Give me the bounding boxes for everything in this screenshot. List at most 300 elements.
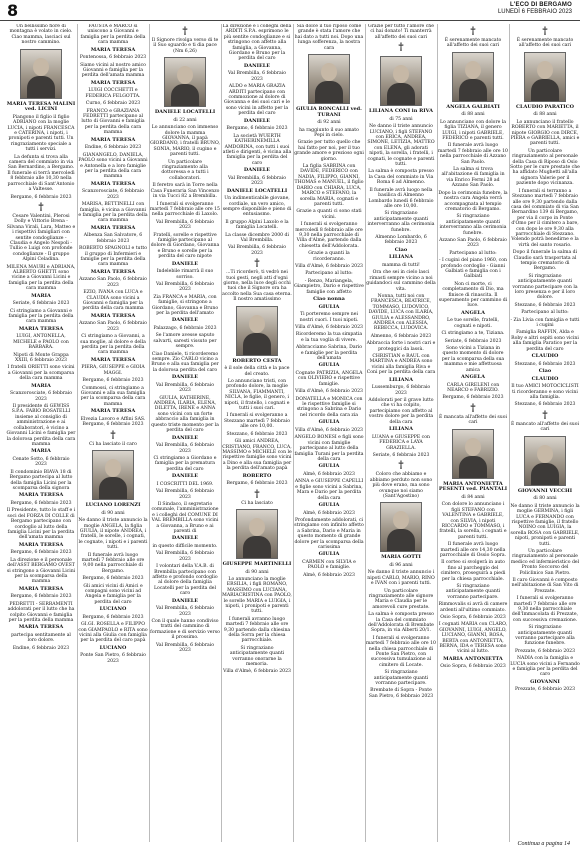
deceased-name: ANGELA xyxy=(461,309,485,316)
notice-text: Lo annunciano la moglie ERSILIA, i figli ROMANO, MASSIMO con LUCIANA, MARIACRISTINA con PAOLO, le sorelle MARIA e LUIGIA, i nipoti, i pronipoti e parenti tutti. xyxy=(222,576,292,615)
notice-text: Palazzago, 6 febbraio 2023 xyxy=(153,326,217,331)
notice-text: Un particolare ringraziamento alle signore Maria e Claudia per le amorevoli cure prestate. xyxy=(368,588,434,610)
obituary-column xyxy=(6,24,76,836)
publication-info xyxy=(498,2,572,16)
deceased-name: MARIA TERESA xyxy=(90,136,136,143)
cross-icon: † xyxy=(542,26,548,37)
cross-icon: † xyxy=(182,26,188,37)
deceased-name: LUCIANO LORENZI xyxy=(85,502,141,509)
notice-text: La direzione e il personale dell'ASST BERGAMO OVEST si stringono a Giovanni Licini per la scomparsa della mamma xyxy=(6,557,76,585)
notice-text: CHRISTIAN e RAUL con MARTINA e ANDREA sono vicini alla famiglia Riva e Coni per la perdita della cara xyxy=(366,354,436,376)
notice-text: Azzano San Paolo, 6 febbraio 2023 xyxy=(79,321,147,332)
deceased-name: MARIA TERESA xyxy=(18,624,64,631)
obituary-column xyxy=(78,24,148,836)
notice-text: Scanzorosciate, 6 febbraio 2023 xyxy=(9,391,73,402)
portrait-photo xyxy=(524,436,566,486)
notice-text: - Zia Livia con famiglia e tutti i cugini xyxy=(510,317,580,329)
notice-text: Prezzate, 6 febbraio 2023 xyxy=(514,687,576,693)
notice-text: Ci ha lasciato il caro xyxy=(89,441,137,447)
notice-text: Pontenossa, 6 febbraio 2023 xyxy=(79,55,147,61)
notice-text: Bergamo, 6 febbraio 2023 xyxy=(226,481,288,487)
notice-text: Un particolare ringraziamento alla dottoressa e a tutti i collaboratori. xyxy=(161,159,209,181)
deceased-name: MARIA xyxy=(31,292,51,299)
notice-text: Se l'amore avesse saputo salvarti, saresti vissuto per sempre. xyxy=(153,333,217,350)
deceased-name: LUCIANO xyxy=(99,606,127,613)
notice-text: Brembate di Sopra - Ponte San Pietro, 6 febbraio 2023 xyxy=(368,688,434,699)
notice-text: Ne danno il triste annuncio la moglie ANGELA, la figlia GIULIA, il nipote ANDREA, i fratelli, le sorelle, i cognati, le cognate, i nipoti e i parenti tutti. xyxy=(78,518,148,551)
deceased-name: GIULIA RONCALLI ved. TURANI xyxy=(296,106,362,118)
notice-text: Gli amici vicini di Amici e compagni sono vicini ad Angela e famiglia per la perdita del caro xyxy=(83,583,143,605)
notice-text: Ciao Daniele, ti ricorderemo sempre. Zio CARLO vicino a Bruno e alla sua famiglia per la dolorosa perdita del caro xyxy=(151,351,219,373)
notice-text: È mancato all'affetto dei suoi cari xyxy=(511,421,579,433)
notice-text: partecipa sentitamente al loro dolore. xyxy=(11,633,71,644)
cross-icon: † xyxy=(398,460,404,472)
portrait-photo xyxy=(452,429,494,479)
notice-text: Sia dolce il tuo riposo come grande è stata l'amore che hai dato a tutti noi. Dopo una lunga sofferenza, la nostra cara xyxy=(294,24,364,51)
notice-text: di 88 anni xyxy=(461,112,485,118)
deceased-name: MARIA TERESA xyxy=(90,268,136,275)
notice-text: Sono vicini a Tiziana in questo momento di dolore per la scomparsa della sua mamma e mie affettuosa amica xyxy=(441,346,505,373)
notice-text: Bergamo, 6 febbraio 2023 xyxy=(82,378,144,384)
notice-text: di 88 anni xyxy=(533,112,557,118)
notice-text: È serenamente mancato all'affetto dei suoi cari xyxy=(516,38,574,49)
notice-text: LUANA e GIUSEPPE con FEDERICA e LAYA GRAZIELLA. xyxy=(372,434,430,451)
notice-text: Villa d'Almè, 6 febbraio 2023 xyxy=(295,389,363,395)
deceased-name: LILIANA CONI in RIVA xyxy=(369,108,433,115)
deceased-name: GIULIA xyxy=(318,303,340,310)
cross-icon: † xyxy=(38,201,44,213)
notice-text: Abbraccia forte i nostri cari e proteggici da lassù. xyxy=(366,341,436,352)
deceased-name: MARIA GOTTI xyxy=(381,554,421,561)
deceased-name: LILIANA xyxy=(388,254,414,261)
notice-text: di 92 anni xyxy=(317,120,341,126)
notice-text: Un particolare ringraziamento al personale della Casa di Riposo di Osio Sotto per le cure prestate che ha affidato Mughetti all'alla signora Valerie per il paziente dopo vicinanza. xyxy=(510,148,580,187)
notice-text: È mancata all'affetto dei suoi cari xyxy=(439,414,507,426)
notice-text: CARLA GIRELENI con NEARCO e FABRIZIO. xyxy=(446,382,500,394)
notice-text: La salma si trova all'abitazione di famiglia in via Enrico Fermi 28 ad Azzano San Paolo. xyxy=(441,167,505,189)
notice-text: Commossi, ci stringiamo a Giovanni e alla sua famiglia per la scomparsa della cara mamma xyxy=(80,385,146,407)
deceased-name: Ciao xyxy=(394,246,408,253)
deceased-name: DANIELE xyxy=(171,597,199,604)
deceased-name: ROBERTO xyxy=(242,472,272,479)
notice-text: Bergamo, 6 febbraio 2023 xyxy=(10,594,72,600)
notice-text: Il feretro sarà in Torre nella Casa Funeraria San Vincenzo in via Tucci 82 a Brembilla. xyxy=(150,183,220,200)
notice-text: Nipoti di Monte Grappa XXIII, 6 febbraio 2023 xyxy=(13,352,69,364)
portrait-photo xyxy=(380,56,422,106)
notice-text: Ne danno il triste annuncio LUCIANO, i figli STEFANO con ERICA, ANDREA, SIMONE, LETIZIA, MATTEO con ELENA, gli adorati nipoti, la sorella, i fratelli, i cognati, le cognate e parenti tutti. xyxy=(367,124,435,168)
deceased-name: MARIA TERESA xyxy=(18,541,64,548)
notice-text: Azzano San Paolo, 6 febbraio 2023 xyxy=(79,277,147,288)
notice-text: Val Brembilla, 6 febbraio 2023 xyxy=(155,382,215,394)
deceased-name: MARIA TERESA xyxy=(90,408,136,415)
notice-text: Lo annunciano con dolore la figlia TIZIANA, il genero LUIGI, i nipoti GABRIELE, FEDERICO e parenti tutti. xyxy=(439,119,507,142)
notice-text: Val Brembilla, 6 febbraio 2023 xyxy=(227,71,287,82)
cross-icon: † xyxy=(470,402,476,414)
notice-text: Nonna, tutti noi con FRANCESCA, BEATRICE, TOMMASO, LUDOVICO, DAVIDE, LUCA con ILARIA, GIULIA e ALESSANDRO, ANDREA con ALESSIA, REBECCA, LUDOVICA. xyxy=(368,293,434,332)
notice-text: Con dolore lo annunciano i figli STEFANO con VALENTINA e GABRIELE, con SILVIA, i nipoti RICCARDO e TOMMASO, i fratelli, la sorella, i cognati e parenti tutti. xyxy=(439,502,507,540)
notice-text: Val Brembilla, 6 febbraio 2023 xyxy=(155,281,215,293)
deceased-name: DANIELE xyxy=(171,473,199,480)
obituary-column xyxy=(150,24,220,836)
notice-text: I funerali si svolgeranno martedì 7 febbraio alle ore 10 nella chiesa parrocchiale di Ponte San Pietro, con successiva tumulazione al cimitero di Locate. xyxy=(366,635,436,668)
notice-text: è il sole della città e la pace del creato. xyxy=(224,366,290,377)
notice-text: Il corteo si svolgerà in auto fino al parcheggio del cimitero, proseguirà a piedi per la chiesa parrocchiale. xyxy=(440,560,506,582)
notice-text: Osio Sopra, 6 febbraio 2023 xyxy=(440,615,506,620)
notice-text: Almè, 6 febbraio 2023 xyxy=(303,510,355,516)
deceased-name: MARIA TERESA xyxy=(90,79,136,86)
notice-text: Il funerale avrà luogo martedì 7 febbraio alle ore 10 nella parrocchiale di Azzano San Paolo. xyxy=(438,143,508,165)
notice-text: Lussemburgo, 6 febbraio 2023 xyxy=(371,385,431,396)
notice-text: FAUSTA e MARCO si uniscono a Giovanni e famiglia per la perdita della cara mamma xyxy=(80,24,146,46)
deceased-name: ROBERTO CESTA xyxy=(232,357,282,364)
deceased-name: MARIA TERESA xyxy=(18,325,64,332)
notice-text: I funerali si svolgeranno a Stezzano martedì 7 febbraio alle ore 10,00. xyxy=(223,413,291,430)
notice-text: Le tue sorelle, fratelli, cognati e nipoti. xyxy=(447,318,499,329)
notice-text: Un particolare ringraziamento al personale medico ed infermieristico del Pronto Soccorso del Policlinico San Pietro. xyxy=(510,548,580,576)
deceased-name: GIULIA xyxy=(318,419,340,426)
notice-text: Il Presidente, tutto lo staff e i soci del FORZA DI COLLE di Bergamo partecipano con cordoglio al lutto della famiglia Licini per la perdita dell'amata mamma xyxy=(6,508,76,541)
column-divider xyxy=(149,24,150,842)
notice-text: È serenamente mancato all'affetto dei suoi cari xyxy=(444,38,502,49)
deceased-name: Ciao xyxy=(538,368,552,375)
notice-text: Cesare Valentini, Plerosi Dolly e Vittorio Brena - Silvana Virali, Lara, Matteo e i rispettivi famigliari con sentite condoglianze - Claudia e Angelo Nespoli - Tullio e Luigi con profonde condoglianze - Il gruppo Alpini Celadina. xyxy=(6,213,76,263)
column-divider xyxy=(77,24,78,842)
notice-text: MILENA MAURI e ADRIANA, ALBERTO GHETTI sono vicine a Giovanni Licini e famiglia per la perdita della cara mamma xyxy=(6,264,76,292)
notice-text: Stezzano, 6 febbraio 2023 xyxy=(514,302,576,308)
notice-text: Famiglia RAFFIN, Alda e Roby e altri ospiti sono vicini alla famiglia Paratico per la perdita del caro xyxy=(511,330,579,352)
notice-text: Bergamo, 6 febbraio 2023 xyxy=(10,194,72,200)
notice-text: Fratelli, sorelle e rispettive famiglie partecipano al dolore di Giordano, Giovanna e Bruno e sorelle per la perdita del caro nipote xyxy=(150,232,220,260)
deceased-name: DANIELE xyxy=(171,434,199,441)
deceased-name: MARIA TERESA xyxy=(90,224,136,231)
notice-text: Seriate, 6 febbraio 2023 xyxy=(12,301,70,307)
deceased-name: CLAUDIO PARATICO xyxy=(516,103,574,110)
cross-icon: † xyxy=(254,488,260,500)
notice-text: La salma è composta presso la Casa del commiato in Via Roma 6 ad Almenno. xyxy=(368,169,434,186)
notice-text: ALDO e MARIA GRAZIA ARDITI partecipano con commozione al dolore di Giovanna e dei suoi cari e le sono vicini in affetto per la perdita del caro xyxy=(224,84,290,117)
portrait-photo xyxy=(380,502,422,552)
column-divider xyxy=(365,24,366,842)
notice-text: Villa d'Almè, 6 febbraio 2023 xyxy=(223,669,291,675)
deceased-name: GIOVANNI VECCHI xyxy=(517,487,573,494)
notice-text: ...Ti ricorderò, ti vedrò nei tuoi gesti, negli atti d'ogni giorno, nella luce degli occhi tuoi che il Signore ora ha accolto nella Sua casa eterna. Il nostro amatissimo xyxy=(222,270,292,303)
notice-text: Ora che sei in cielo lasci rimasti sempre vicino a noi guidandoci sul cammino della vita. xyxy=(366,270,436,292)
notice-text: Il tuo AMICI MOTOCICLISTI ti ricorderanno e sono vicini alla famiglia. xyxy=(511,384,579,401)
notice-text: Indelebile rimarrà il suo sorriso. xyxy=(156,269,214,280)
notice-text: Ci ha lasciato xyxy=(241,500,273,506)
portrait-photo xyxy=(164,57,206,107)
notice-text: LUIGI COCCHETTI e FEDERICA FELGOTTA. xyxy=(85,88,141,99)
notice-text: Elvezia Lavoro e Affini SAS. Bergamo, 6 febbraio 2023 xyxy=(80,416,146,428)
notice-text: Cognate PATRIZIA, ANGELA con OLIVIERO e rispettive famiglie. xyxy=(295,371,363,387)
notice-text: La defunta si trova alla camera del commiato in via San Bernardino, a Bergamo. Il funerale si terrà mercoledì 8 febbraio alle 10,30 nella parrocchiale di Sant'Antonio a Valtesse. xyxy=(7,154,75,193)
notice-text: di 80 anni xyxy=(533,496,557,502)
deceased-name: GIULIA xyxy=(318,463,340,470)
notice-text: La società WUERTH KATHERINEMILLA AMDORINA, con tutti i suoi atleti e dirigenti, è vicina alla famiglia per la perdita del caro xyxy=(222,133,292,166)
notice-text: La direzione e i colleghi della ARDITI S.P.A. esprimono le più sentite condoglianze e si stringono con affetto alla famiglia, a Giovanna, Giordano e Bruno per la perdita del caro xyxy=(222,24,292,62)
column-divider xyxy=(221,24,222,842)
cross-icon: † xyxy=(110,429,116,441)
deceased-name: DANIELE xyxy=(243,117,271,124)
notice-text: Ci stringiamo a te, Tiziana. xyxy=(441,331,505,337)
deceased-name: DANIELE xyxy=(243,62,271,69)
notice-text: Bergamo, 6 febbraio 2023 xyxy=(10,550,72,556)
notice-text: Si ringraziano anticipatamente quanti interverranno alla cerimonia funebre. xyxy=(439,214,507,236)
notice-text: Si ringraziano anticipatamente quanti vorranno partecipare. xyxy=(445,583,501,600)
notice-text: NADIA con la famiglia e LUCIA sono vicini a Fernando e famiglia per la perdita del caro xyxy=(510,656,580,678)
deceased-name: DANIELE xyxy=(243,167,271,174)
deceased-name: DANIELE xyxy=(171,535,199,542)
notice-text: Profondamente addolorati, ci stringiamo con infinito affetto a Sabrina, Dario e Maria in questo momento di grande dolore per la scomparsa della carissima xyxy=(294,517,364,550)
notice-text: Cenate Sotto, 6 febbraio 2023 xyxy=(12,456,70,468)
deceased-name: Ciao nonna xyxy=(313,296,345,302)
notice-text: Si ringraziano anticipatamente quanti vorranno onorarne la memoria. xyxy=(229,645,285,668)
notice-text: Il caro Giovanni è composto nell'abitazione di San Vito di Prezzate. xyxy=(511,577,579,594)
notice-text: Seriate, 6 febbraio 2023 xyxy=(372,452,430,458)
notice-text: Ci stringiamo a Giordano e famiglia per la prematura perdita del caro xyxy=(153,455,217,472)
notice-text: ANGELO BONESI e figli sono vicini con famiglie partecipano al lutto della famiglia Turani per la perdita della cara xyxy=(294,435,364,462)
portrait-photo xyxy=(236,306,278,356)
notice-text: Il funerale avrà luogo martedì 7 febbraio alle ore 9,00 nella parrocchiale di Bergamo. xyxy=(81,552,145,574)
deceased-name: MARIA xyxy=(31,448,51,455)
notice-text: Abbracciamo Sabrina, Dario e famiglie per la perdita dell'amata xyxy=(295,345,363,362)
notice-text: ROBERTO SPAGNOLI e tutto il gruppo di Infermieri e famiglie per la perdita della cara mamma xyxy=(79,246,147,268)
obituary-column xyxy=(438,24,508,836)
notice-text: Zia FRANCA e MARIA, con famiglie, si stringono a Giordano, Giovanna e Bruno per la perdita dell'amato xyxy=(151,294,219,316)
notice-text: Il funerale avrà luogo martedì alle ore 14,30 nella parrocchiale di Ossio Sopra. xyxy=(439,542,507,558)
notice-text: I COSCRITTI DEL 1969. xyxy=(156,481,214,487)
notice-text: Si ringraziano anticipatamente quanti interverranno alla cerimonia funebre. xyxy=(367,211,435,233)
deceased-name: DANIELE xyxy=(171,317,199,324)
notice-text: Lo annunciano il fratello ROBERTO con MARIETTA, il nipote GIORGIO con DIRCE, PIERA e GABRIELLA, amici e parenti tutti. xyxy=(510,119,580,147)
notice-text: GIULIA, KATHERINE, ANDREA, ILARIA, ELENA, DILETTA, IRENE e ANNA sono vicini con un forte abbraccio alla famiglia in questo triste momento per la perdita del caro xyxy=(151,395,219,434)
notice-text: Bergamo, 6 febbraio 2023 xyxy=(226,126,288,132)
notice-text: Gli amici ANDREA, CRISTIANO, FRANCO, LUCA, MASSIMO e MICHELE con le rispettive famiglie sono vicini a Dino e alla sua famiglia per la perdita dell'amato papà xyxy=(222,439,292,472)
notice-text: Val Brembilla, 6 febbraio 2023 xyxy=(227,175,287,187)
notice-text: Partecipano al lutto: xyxy=(449,250,497,256)
deceased-name: MARIA TERESA xyxy=(90,180,136,187)
portrait-photo xyxy=(20,49,62,99)
obituary-column xyxy=(510,24,580,836)
notice-text: FRANCO e GRAZIANA FEDRETTI partecipano al lutto di Giovanni e famiglia per la perdita della cara mamma xyxy=(81,108,145,136)
notice-text: Villa d'Almè, 6 febbraio 2023 xyxy=(295,427,363,433)
column-divider xyxy=(437,24,438,842)
notice-text: Stezzano, 6 febbraio 2023 xyxy=(514,361,576,367)
page-header xyxy=(0,0,580,21)
notice-text: - Renzo, Mariangela, Giampietro, Dario e rispettive famiglie con affetto xyxy=(294,278,364,295)
notice-text: LUIGI, ANTONELLA, MICHELE e PAOLO con BARBARA. xyxy=(13,334,69,351)
cross-icon: † xyxy=(398,42,404,54)
notice-text: Ponte San Pietro, 6 febbraio 2023 xyxy=(80,653,146,664)
notice-text: CARMEN con SILVIA e PAOLO e famiglie. xyxy=(302,559,356,571)
notice-text: di 84 anni xyxy=(461,494,485,500)
notice-text: Almè, 6 febbraio 2023 xyxy=(303,572,355,578)
notice-text: Almenno, 6 febbraio 2023 xyxy=(370,333,432,339)
deceased-name: MARIA ANTONIETTA PESENTI ved. PIANTALI xyxy=(438,480,508,493)
portrait-photo xyxy=(524,52,566,102)
notice-text: ANNA e GIUSEPPE CAPELLI e figlie sono vicini a Sabrina, Mara e Dario per la perdita della cara xyxy=(294,479,364,501)
deceased-name: GIUSEPPE MARTINELLI xyxy=(222,560,292,567)
deceased-name: MARIA TERESA xyxy=(90,46,136,53)
notice-text: Azzano San Paolo, 6 febbraio 2023 xyxy=(439,237,507,249)
notice-text: I fratelli ORIETTI sono vicini a Giovanni per la scomparsa della cara mamma xyxy=(7,365,75,382)
notice-text: GIANANGELO, DANIELA, PAOLO sono vicini a Giovanni e Antonella e a loro famiglie per la perdita della cara mamma xyxy=(78,152,148,180)
notice-text: Endine, 6 febbraio 2023 xyxy=(84,145,142,151)
deceased-name: MARIA TERESA xyxy=(90,356,136,363)
notice-text: EZIO, IVANA con LUCA e CLAUDIA sono vicini a Giovanni e famiglia per la perdita della cara mamma xyxy=(82,290,144,312)
notice-text: di 22 anni xyxy=(173,117,197,123)
deceased-name: MARIA TERESA xyxy=(18,585,64,592)
portrait-photo xyxy=(92,450,134,500)
notice-text: - I cugini del piano 1960, con profondo cordoglio - Gianni Galbiati e famiglia con i Galbiati xyxy=(439,258,507,280)
obituary-column xyxy=(294,24,364,836)
notice-text: Rimmovalis si avrà di camere ardenti all'ultimo commiato. xyxy=(438,602,508,613)
notice-text: Villa d'Almè, 6 febbraio 2023 xyxy=(295,263,363,269)
deceased-name: LUCIANO xyxy=(99,644,127,651)
notice-text: ha raggiunto il suo amato Pepi in cielo. xyxy=(299,127,359,139)
continue-note: Continua a pagina 14 xyxy=(517,841,570,847)
notice-text: Addolorati per il grave lutto che vi ha colpito, partecipiamo con affetto al vostro dolore per la perdita della cara xyxy=(368,398,434,425)
notice-text: Bergamo, 6 febbraio 2023 xyxy=(82,614,144,620)
notice-text: Un bellissimo fiore di montagna è volato in cielo. Ciao mamma, lasciaci sul nostro cammino. xyxy=(9,24,73,46)
notice-text: Stezzano, 6 febbraio 2023 xyxy=(514,402,576,408)
notice-text: Scanzorosciate, 6 febbraio 2023 xyxy=(81,189,145,200)
notice-text: La figlia SABRINA con DAVIDE, FEDERICO con NADIA, FILIPPO, GIANNI, THOMAS e MANUEL, il figlio DARIO con CHIARA, LUCA, MARCO e STEFANO, la sorella MARIA, cognati e parenti tutti. xyxy=(294,164,364,207)
deceased-name: MARIA TERESA xyxy=(90,312,136,319)
deceased-name: MARIA ANTONIETTA xyxy=(443,655,503,662)
notice-text: mamma di tutti! xyxy=(382,262,420,268)
notice-text: DONATELLA e MONICA con le rispettive famiglie si stringono a Sabrina e Dario nel ricordo della cara zia xyxy=(295,396,363,418)
notice-text: Almè, 6 febbraio 2023 xyxy=(303,471,355,477)
notice-text: Bergamo, 6 febbraio 2023 xyxy=(82,576,144,582)
portrait-photo xyxy=(452,52,494,102)
deceased-name: ANGELA GALBIATI xyxy=(446,103,500,110)
deceased-name: GIULIA xyxy=(318,551,340,558)
notice-text: Val Brembilla, 6 febbraio 2023 xyxy=(155,551,215,562)
notice-text: Siamo vicini al nostro amico Giovanni e famiglia per la perdita dell'amata mamma xyxy=(80,62,146,79)
deceased-name: CLAUDIO xyxy=(531,375,559,382)
portrait-photo xyxy=(308,54,350,104)
notice-text: Ci stringiamo a Giovanni, a sua moglie, al dolore e della perdita per la perdita della cara mamma xyxy=(80,334,146,356)
issue-date: LUNEDÌ 6 FEBBRAIO 2023 xyxy=(497,9,572,15)
notice-text: PEDRETTI - SERRAMENTI addolorati per il lutto che ha colpito Giovanni e famiglia per la perdita della mamma xyxy=(7,601,75,624)
notice-text: Ci stringiamo a Giovanni e famiglia per la perdita della cara mamma xyxy=(8,308,74,325)
cross-icon: † xyxy=(254,258,260,270)
notice-text: La classe dicembre 2000 di Val Brembilla. xyxy=(225,232,289,243)
notice-text: Si ringraziano anticipatamente quanti vorranno partecipare alla funzione funebre. xyxy=(515,625,575,647)
deceased-name: MARIA TERESA MALINI ved. LICINI xyxy=(6,100,76,113)
notice-text: Val Brembilla, 6 febbraio 2023 xyxy=(155,642,215,654)
cross-icon: † xyxy=(542,409,548,421)
notice-text: Il Sindaco, il segretario comunale, l'amministrazione e i colleghi del COMUNE DI VAL BREMBILLA sono vicini a Giovanna, a Bruno e ai parenti di xyxy=(151,501,219,534)
deceased-name: GIOVANNI xyxy=(530,678,560,685)
notice-text: I funerali si svolgeranno mercoledì 8 febbraio alle ore 9,30 nella parrocchiale di Villa d'Almè, partendo dalla chiesetta dell'Addolorata. xyxy=(295,222,363,249)
notice-text: PIERA, GIUSEPPE e GIOIA MAGGI. xyxy=(81,365,145,376)
notice-text: Osio Sopra, 6 febbraio 2023 xyxy=(440,664,506,670)
notice-text: Lo annunciano tristi, con profondo dolore, la moglie SILVANA, FIAMMANTI, NICLA, le figlie, il genero, i nipoti, il fratello, i cognati e tutti i suoi cari. xyxy=(224,379,290,412)
notice-text: I cognati MARIA con CLARO, GIOVANNI, LUIGI, ANGELO, LUCIANO, GIANNI, ROSA, BERTA con ANTONIETTA, BERNA, IDA e TERESA sono vicini al lutto. xyxy=(438,622,508,655)
deceased-name: DANIELE LOCATELLI xyxy=(226,187,288,194)
deceased-name: DANIELE xyxy=(171,374,199,381)
deceased-name: CLAUDIO xyxy=(531,353,559,360)
deceased-name: LILIANA xyxy=(388,426,414,433)
notice-text: Almenno Lombardo, 6 febbraio 2023 xyxy=(375,234,427,246)
notice-text: in questo difficile momento. xyxy=(152,543,218,549)
notice-text: Partecipano al lutto: xyxy=(521,310,569,316)
notice-text: Val Brembilla, 6 febbraio 2023 xyxy=(155,489,215,500)
obituary-column xyxy=(366,24,436,836)
notice-text: Piangono il figlio il figlio ADRIANO con la moglie LUCIA, i nipoti FRANCESCA e CATERINA, i nipoti, i pronipoti e parenti tutti. Un ringraziamento speciale a tutti i servizi. xyxy=(7,114,75,153)
notice-text: Villa d'Almè, 6 febbraio 2023 xyxy=(295,325,363,330)
deceased-name: GIULIA xyxy=(318,362,340,369)
notice-text: La salma è composta presso la Casa del commiato dell'Addolorata di Brembate Sopra, in via Alberti 20/1. xyxy=(368,612,434,634)
notice-text: I funerali si terranno a Stezzano martedì 7 febbraio alle ore 9,30 partendo dalla casa del commiato di via San Bernardino 139 di Bergamo, per via il corpo in Ponte d'Omo per il cimitero a bare, con dopo le ore 9,30 alla parrocchiale di Stezzano. Volendo potrà benedirne e la virtù del santo rosario. xyxy=(511,188,579,248)
notice-text: Il Signore rivolga verso di te il Suo sguardo e ti dia pace (Nm 6,26) xyxy=(151,38,219,54)
notice-text: Val Brembilla, 6 febbraio 2023 xyxy=(155,219,215,231)
portrait-photo xyxy=(236,509,278,559)
notice-text: Partecipano al lutto: xyxy=(305,271,353,277)
notice-text: Ricorderemo la tua simpatia e la tua voglia di vivere. xyxy=(295,332,363,343)
notice-text: Un indimenticabile giovane, cordiale, un vero amico, sempre disponibile e pieno di entusiasmo. xyxy=(222,196,292,218)
page-number: 8 xyxy=(7,1,19,20)
notice-text: I funerali avranno luogo martedì 7 febbraio alle ore 9,30 partendo dalla chiesina della Sorra per la chiesa parrocchiale. xyxy=(223,616,291,644)
notice-text: Dopo il funerale la salma di Claudio sarà trasportata al tempio crematorio di Bergamo. xyxy=(512,250,578,272)
notice-text: Ti porteremo sempre nei nostri cuori. I tuoi nipoti. xyxy=(299,312,359,323)
notice-text: di 90 anni xyxy=(245,569,269,575)
notice-text: Grazie a quanti la ricorderanno. xyxy=(308,251,350,262)
notice-text: di 75 anni xyxy=(389,116,413,122)
column-divider xyxy=(509,24,510,842)
notice-text: Si ringraziano anticipatamente quanti vorranno partecipare. xyxy=(373,670,429,687)
notice-text: Endine, 6 febbraio 2023 xyxy=(12,645,70,651)
deceased-name: ANGELA xyxy=(461,374,485,381)
notice-text: GI.GI. ROSELLA e FILIPPO con GIAMPAOLO e RITA sono vicini alla Giulia con famiglia per la perdita del caro papà xyxy=(78,622,148,644)
notice-text: Dopo la cerimonia funebre, la nostra cara Angela verrà accompagnata al tempio crematorio di Bergamo. xyxy=(438,190,508,212)
notice-text: Con il quale hanno condiviso tratti del cammino di formazione e di servizio verso il prossimo. xyxy=(150,619,220,641)
notice-text: Ne danno il triste annuncio i nipoti CARLO, MARIO, RINO e IVAN con i parenti tutti. xyxy=(367,570,435,587)
notice-text: di 96 anni xyxy=(389,562,413,568)
cross-icon: † xyxy=(470,26,476,37)
notice-text: Il condominio BIAVA 18 di Bergamo partecipa al lutto della famiglia Licini per la scomparsa della signora xyxy=(9,469,73,491)
notice-text: MARISA, BETTINELLI con famiglia, è vicina a Giovanni e famiglia per la perdita della cara mamma xyxy=(78,202,148,224)
notice-text: Stezzano, 6 febbraio 2023 xyxy=(226,431,288,437)
deceased-name: GIULIA xyxy=(318,501,340,508)
notice-text: I funerali si svolgeranno martedì 7 febbraio alle ore 15 nella parrocchiale di Laxolo. xyxy=(150,201,220,218)
notice-text: Lo annunciano con immenso dolore la mamma GIOVANNA, il papà GIORDANO, i fratelli BRUNO, SONIA, MARIO, il cugino e parenti tutti. xyxy=(150,125,220,158)
notice-text: Curno, 6 febbraio 2023 xyxy=(85,101,141,107)
column-divider xyxy=(293,24,294,842)
newspaper-name: L'ECO DI BERGAMO xyxy=(510,2,572,8)
notice-text: Grazie a quanti ci sono stati vicini. xyxy=(296,209,362,220)
deceased-name: MARIA TERESA xyxy=(18,492,64,499)
notice-text: Non ci morte, ci completamento di Dio, ma finisce di rinascita. Il superamento per cammino di luce. xyxy=(438,281,508,309)
notice-text: I volontari della V.A.B. di Brembilla partecipano con affetto e profondo cordoglio al dolore della famiglia Locatelli per la perdita del caro xyxy=(152,564,218,597)
notice-text: Il gruppo Alpini Laxolo e la famiglia Locatelli. xyxy=(225,219,289,231)
deceased-name: LILIANA xyxy=(388,376,414,383)
notice-text: di 90 anni xyxy=(101,510,125,516)
notice-text: Il funerale avrà luogo nella basilica di Almenno Lombardo lunedì 6 febbraio alle ore 10,00. xyxy=(368,187,434,209)
notice-text: Prezzate, 6 febbraio 2023 xyxy=(514,648,576,654)
obituary-column xyxy=(222,24,292,836)
notice-text: Seriate, 6 febbraio 2023 xyxy=(444,338,502,344)
notice-text: Ne danno il triste annuncio la moglie GERMINA, i figli LUCA e FERNANDO con rispettive famiglie, il fratello NOINO con LUIGIA, la sorella ROSA con GABRIELE, nipoti, pronipoti e parenti tutti. xyxy=(510,503,580,547)
notice-text: Val Brembilla, 6 febbraio 2023 xyxy=(155,443,215,454)
notice-text: Si ringraziano anticipatamente quanti vorranno partecipare con la loro presenza e per il loro dolore. xyxy=(512,273,578,301)
notice-text: Val Brembilla, 6 febbraio 2023 xyxy=(155,606,215,617)
deceased-name: MARIA xyxy=(31,382,51,389)
deceased-name: DANIELE xyxy=(171,260,199,267)
notice-text: Grazie per tutto quello che hai fatto per noi, per il tuo grande amore e prezioso ogni giorno. xyxy=(294,140,364,162)
